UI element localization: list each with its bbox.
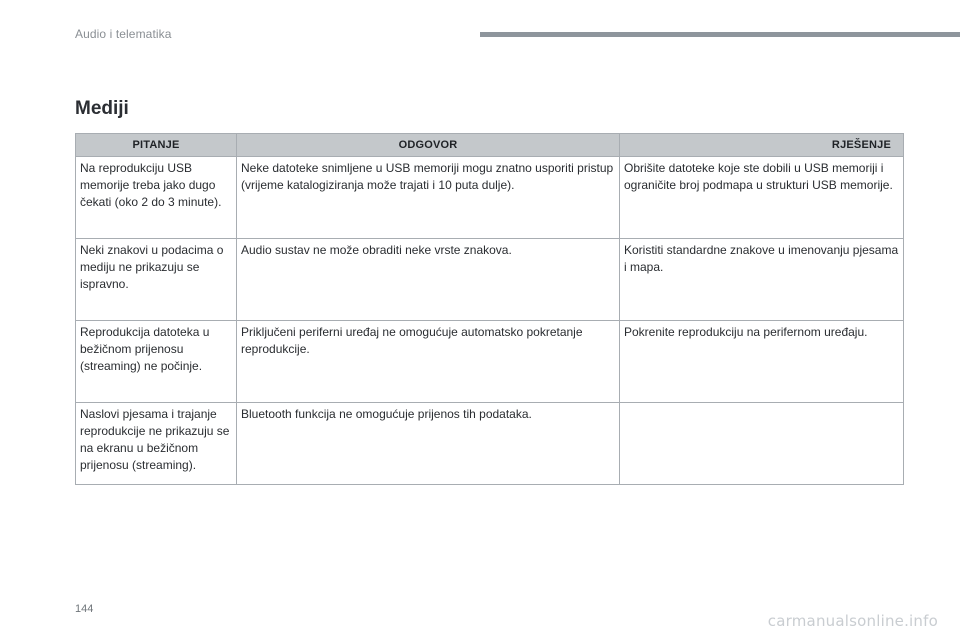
table-row — [76, 321, 904, 403]
table-row — [76, 157, 904, 239]
header-divider-bar — [480, 32, 960, 37]
column-header-question: PITANJE — [76, 134, 237, 157]
solution-cell: Obrišite datoteke koje ste dobili u USB memoriji i ograničite broj podmapa u strukturi USB memorije. — [620, 157, 904, 239]
answer-cell: Bluetooth funkcija ne omogućuje prijenos tih podataka. — [237, 403, 620, 485]
troubleshooting-table — [75, 133, 904, 485]
page-title: Mediji — [75, 98, 129, 119]
table-row — [76, 403, 904, 485]
solution-cell: Pokrenite reprodukciju na perifernom uređaju. — [620, 321, 904, 403]
table-row — [76, 239, 904, 321]
page-number: 144 — [75, 603, 94, 615]
answer-cell: Priključeni periferni uređaj ne omogućuje automatsko pokretanje reprodukcije. — [237, 321, 620, 403]
table-header-row — [76, 134, 904, 157]
question-cell: Neki znakovi u podacima o mediju ne prikazuju se ispravno. — [76, 239, 237, 321]
answer-cell: Audio sustav ne može obraditi neke vrste znakova. — [237, 239, 620, 321]
column-header-answer: ODGOVOR — [237, 134, 620, 157]
solution-cell: Koristiti standardne znakove u imenovanju pjesama i mapa. — [620, 239, 904, 321]
watermark: carmanualsonline.info — [767, 612, 938, 630]
question-cell: Naslovi pjesama i trajanje reprodukcije ne prikazuju se na ekranu u bežičnom prijenosu (streaming). — [76, 403, 237, 485]
question-cell: Reprodukcija datoteka u bežičnom prijenosu (streaming) ne počinje. — [76, 321, 237, 403]
solution-cell — [620, 403, 904, 485]
question-cell: Na reprodukciju USB memorije treba jako dugo čekati (oko 2 do 3 minute). — [76, 157, 237, 239]
column-header-solution: RJEŠENJE — [620, 134, 904, 157]
section-title: Audio i telematika — [75, 27, 172, 41]
answer-cell: Neke datoteke snimljene u USB memoriji mogu znatno usporiti pristup (vrijeme katalogiziranja može trajati i 10 puta dulje). — [237, 157, 620, 239]
